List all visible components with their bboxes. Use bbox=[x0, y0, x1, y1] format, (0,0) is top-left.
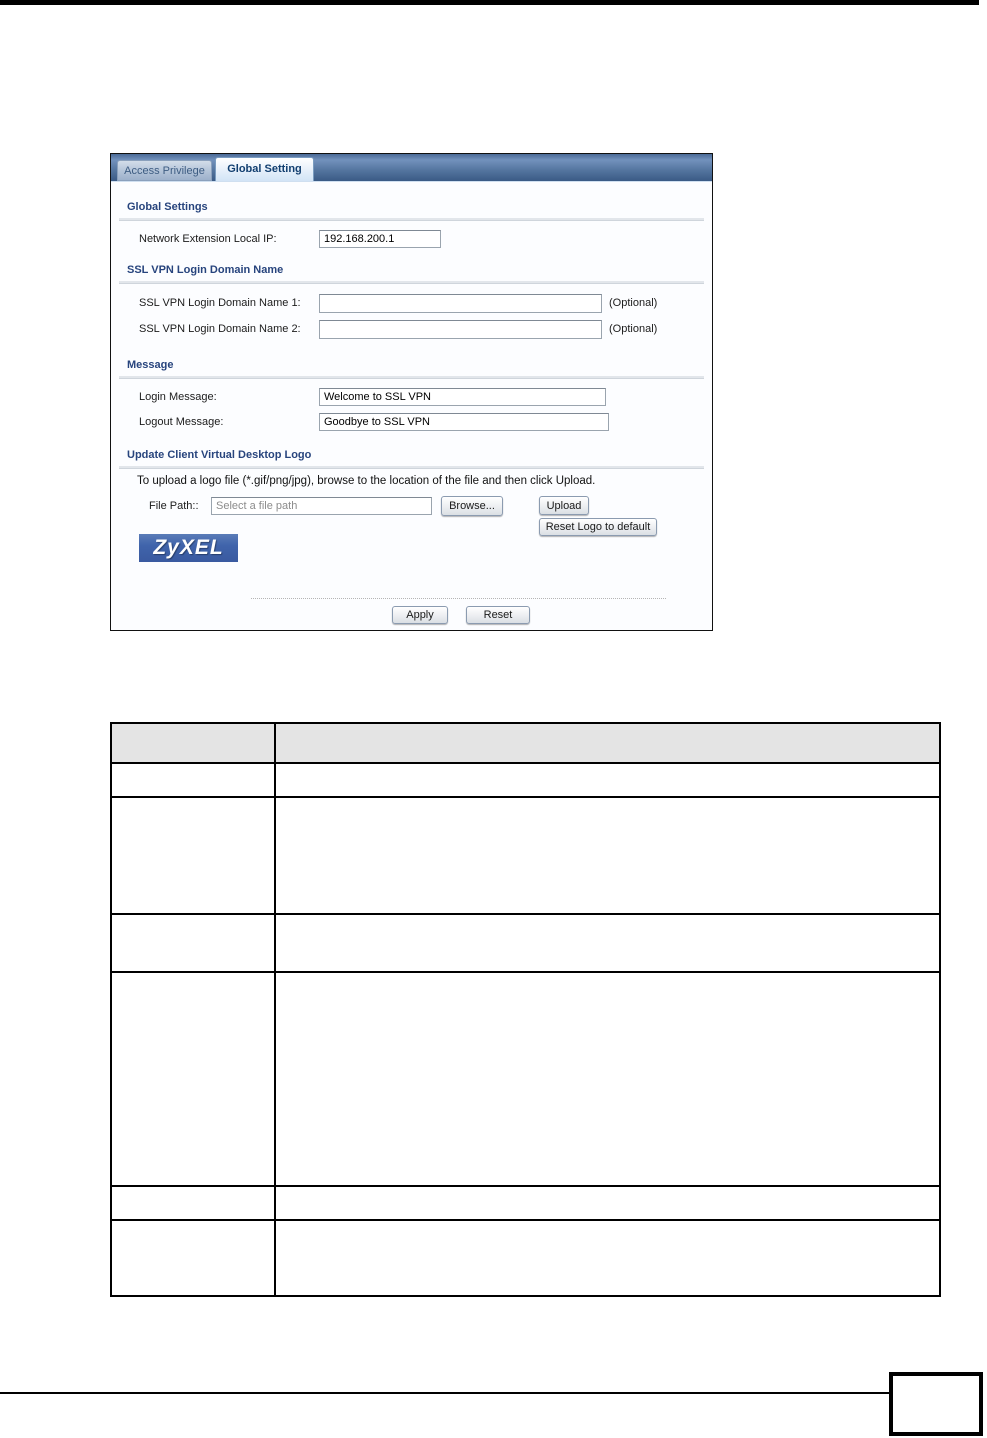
section-rule bbox=[119, 466, 704, 469]
apply-button[interactable]: Apply bbox=[392, 606, 448, 624]
table-cell bbox=[275, 972, 940, 1186]
table-cell bbox=[111, 1186, 275, 1220]
section-title-global-settings: Global Settings bbox=[127, 201, 208, 213]
button-row-separator bbox=[251, 598, 666, 599]
section-rule bbox=[119, 218, 704, 221]
table-cell bbox=[275, 1220, 940, 1296]
page-top-rule bbox=[0, 0, 979, 5]
ssl-domain-name-1-input[interactable] bbox=[319, 294, 602, 313]
logout-message-label: Logout Message: bbox=[139, 416, 224, 428]
table-cell bbox=[275, 914, 940, 972]
zyxel-logo: ZyXEL bbox=[139, 534, 238, 562]
network-extension-local-ip-input[interactable] bbox=[319, 230, 441, 248]
tab-access-privilege[interactable]: Access Privilege bbox=[117, 160, 212, 181]
table-row bbox=[111, 1220, 940, 1296]
table-header-cell bbox=[111, 723, 275, 763]
table-row bbox=[111, 914, 940, 972]
page-number-box bbox=[889, 1372, 983, 1436]
upload-button[interactable]: Upload bbox=[539, 496, 589, 515]
table-header-cell bbox=[275, 723, 940, 763]
table-header-row bbox=[111, 723, 940, 763]
browse-button[interactable]: Browse... bbox=[441, 496, 503, 516]
login-message-label: Login Message: bbox=[139, 391, 217, 403]
ssl-domain-name-2-label: SSL VPN Login Domain Name 2: bbox=[139, 323, 301, 335]
section-title-update-client-virtual-desktop-logo: Update Client Virtual Desktop Logo bbox=[127, 449, 312, 461]
table-cell bbox=[111, 972, 275, 1186]
table-row bbox=[111, 972, 940, 1186]
table-cell bbox=[111, 914, 275, 972]
table-cell bbox=[275, 763, 940, 797]
file-path-input[interactable] bbox=[211, 497, 432, 515]
table-row bbox=[111, 1186, 940, 1220]
table-cell bbox=[111, 1220, 275, 1296]
table-cell bbox=[111, 763, 275, 797]
tab-global-setting[interactable]: Global Setting bbox=[215, 157, 314, 181]
section-rule bbox=[119, 281, 704, 284]
file-path-label: File Path:: bbox=[149, 500, 199, 512]
ssl-domain-name-1-optional-note: (Optional) bbox=[609, 297, 658, 309]
reset-logo-to-default-button[interactable]: Reset Logo to default bbox=[539, 518, 657, 536]
network-extension-local-ip-label: Network Extension Local IP: bbox=[139, 233, 277, 245]
upload-logo-instructions: To upload a logo file (*.gif/png/jpg), browse to the location of the file and then click Upload. bbox=[137, 475, 596, 487]
table-row bbox=[111, 797, 940, 914]
reset-button[interactable]: Reset bbox=[466, 606, 530, 624]
ssl-domain-name-1-label: SSL VPN Login Domain Name 1: bbox=[139, 297, 301, 309]
tab-bar bbox=[111, 154, 712, 182]
reference-table bbox=[110, 722, 941, 1297]
section-title-message: Message bbox=[127, 359, 174, 371]
table-cell bbox=[275, 797, 940, 914]
table-row bbox=[111, 763, 940, 797]
login-message-input[interactable] bbox=[319, 388, 606, 406]
ssl-vpn-settings-panel bbox=[110, 153, 713, 631]
ssl-domain-name-2-input[interactable] bbox=[319, 320, 602, 339]
section-rule bbox=[119, 376, 704, 379]
ssl-domain-name-2-optional-note: (Optional) bbox=[609, 323, 658, 335]
table-cell bbox=[275, 1186, 940, 1220]
section-title-ssl-vpn-login-domain-name: SSL VPN Login Domain Name bbox=[127, 264, 284, 276]
logout-message-input[interactable] bbox=[319, 413, 609, 431]
table-cell bbox=[111, 797, 275, 914]
footer-rule bbox=[0, 1392, 889, 1394]
